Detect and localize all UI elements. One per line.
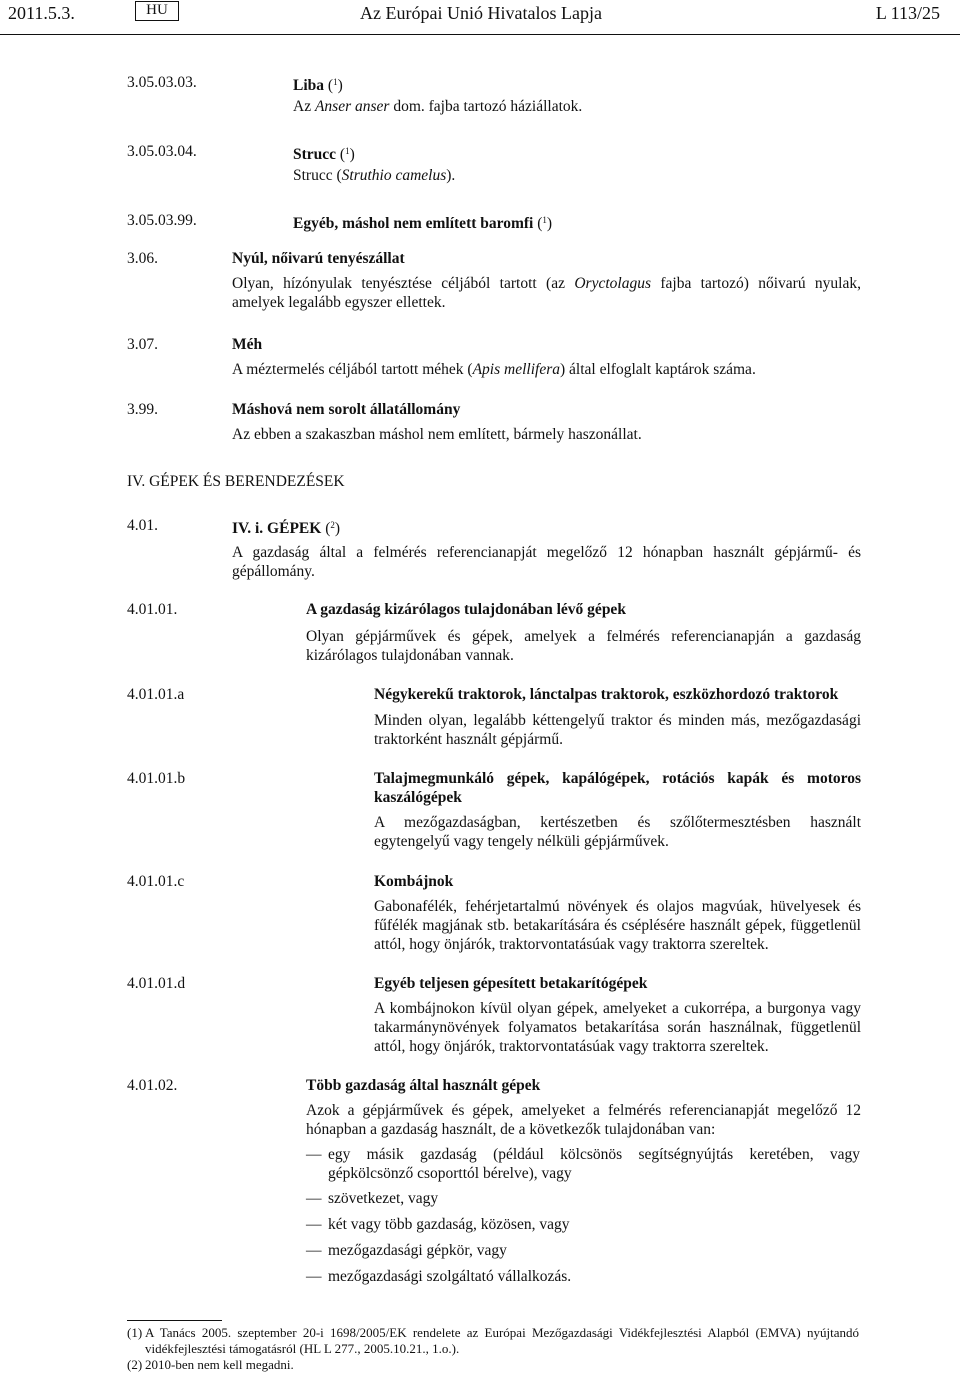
entry-title: Kombájnok: [374, 873, 454, 890]
entry-description: Minden olyan, legalább kéttengelyű traktor és minden más, mezőgazdasági traktorként használt gépjármű.: [374, 712, 861, 748]
entry-code: 4.01.01.: [127, 601, 178, 618]
entry-code: 4.01.01.a: [127, 686, 185, 703]
entry-description: A mezőgazdaságban, kertészetben és szőlőtermesztésben használt egytengelyű vagy tengely nélküli gépjárművek.: [374, 814, 861, 850]
entry-description: A méztermelés céljából tartott méhek (Apis mellifera) által elfoglalt kaptárok száma.: [232, 361, 756, 378]
footnote-number: (1): [127, 1325, 143, 1340]
entry-title: Négykerekű traktorok, lánctalpas traktorok, eszközhordozó traktorok: [374, 686, 839, 703]
list-item-text: két vagy több gazdaság, közösen, vagy: [328, 1216, 570, 1233]
entry-title: Talajmegmunkáló gépek, kapálógépek, rotációs kapák és motoros kaszálógépek: [374, 770, 861, 806]
entry-title: Máshová nem sorolt állatállomány: [232, 401, 461, 418]
page-number: L 113/25: [875, 3, 940, 23]
entry-title: Több gazdaság által használt gépek: [306, 1077, 541, 1094]
journal-title: Az Európai Unió Hivatalos Lapja: [360, 3, 602, 23]
entry-code: 3.99.: [127, 401, 158, 418]
entry-code: 3.05.03.04.: [127, 143, 197, 160]
entry-code: 4.01.02.: [127, 1077, 178, 1094]
entry-title: Egyéb, máshol nem említett baromfi ($^1$): [293, 215, 553, 232]
list-item-text: mezőgazdasági gépkör, vagy: [328, 1242, 507, 1259]
entry-code: 3.06.: [127, 250, 158, 267]
page-header: [0, 0, 960, 35]
entry-title: Méh: [232, 336, 263, 353]
dash-marker: —: [306, 1146, 322, 1163]
entry-description: Gabonafélék, fehérjetartalmú növények és olajos magvúak, hüvelyesek és fűfélék magjának stb. betakarítására és cséplésére használt gépek, függetlenül attól, hogy önjárók, traktorvontatásúak vagy traktorra szereltek.: [374, 898, 861, 953]
dash-marker: —: [306, 1216, 322, 1233]
entry-title: Liba ($^1$): [293, 77, 343, 94]
entry-code: 3.05.03.03.: [127, 74, 197, 91]
footnote-text: 2010-ben nem kell megadni.: [145, 1357, 294, 1372]
entry-title: A gazdaság kizárólagos tulajdonában lévő gépek: [306, 601, 626, 618]
language-badge: HU: [135, 1, 179, 21]
footnote-divider: [127, 1320, 222, 1321]
entry-code: 4.01.01.d: [127, 975, 186, 992]
section-heading: IV. GÉPEK ÉS BERENDEZÉSEK: [127, 473, 345, 490]
entry-title: Egyéb teljesen gépesített betakarítógépek: [374, 975, 648, 992]
list-item-text: szövetkezet, vagy: [328, 1190, 439, 1207]
entry-description: Az ebben a szakaszban máshol nem említett, bármely haszonállat.: [232, 426, 642, 443]
entry-description: Olyan, hízónyulak tenyésztése céljából tartott (az Oryctolagus fajba tartozó) nőivarú nyulak, amelyek legalább egyszer ellettek.: [232, 275, 861, 311]
list-item-text: egy másik gazdaság (például kölcsönös segítségnyújtás keretében, vagy gépkölcsönző csoporttól bérelve), vagy: [328, 1146, 860, 1182]
entry-code: 4.01.01.c: [127, 873, 185, 890]
entry-title: Nyúl, nőivarú tenyészállat: [232, 250, 405, 267]
entry-title: Strucc ($^1$): [293, 146, 355, 163]
entry-description: Olyan gépjárművek és gépek, amelyek a felmérés referencianapján a gazdaság kizárólagos tulajdonában vannak.: [306, 628, 861, 664]
publication-date: 2011.5.3.: [8, 3, 75, 23]
entry-code: 4.01.01.b: [127, 770, 186, 787]
entry-description: A kombájnokon kívül olyan gépek, amelyeket a cukorrépa, a burgonya vagy takarmánynövények folyamatos betakarítása során használnak, függetlenül attól, hogy önjárók, traktorvontatásúak vagy traktorra szereltek.: [374, 1000, 861, 1055]
entry-description: Azok a gépjárművek és gépek, amelyeket a felmérés referencianapját megelőző 12 hónapban a gazdaság használt, de a következők tulajdonában van:: [306, 1102, 861, 1138]
entry-code: 4.01.: [127, 517, 158, 534]
entry-description: Strucc (Struthio camelus).: [293, 167, 456, 184]
dash-marker: —: [306, 1268, 322, 1285]
footnote-number: (2): [127, 1357, 143, 1372]
dash-marker: —: [306, 1242, 322, 1259]
footnote-text: A Tanács 2005. szeptember 20-i 1698/2005/EK rendelete az Európai Mezőgazdasági Vidékfejlesztési Alapból (EMVA) nyújtandó vidékfejlesztési támogatásról (HL L 277., 2005.10.21., 1.o.).: [145, 1325, 859, 1356]
entry-title: IV. i. GÉPEK ($^2$): [232, 520, 341, 537]
entry-description: A gazdaság által a felmérés referencianapját megelőző 12 hónapban használt gépjármű- és gépállomány.: [232, 544, 861, 580]
entry-code: 3.07.: [127, 336, 158, 353]
entry-description: Az Anser anser dom. fajba tartozó háziállatok.: [293, 98, 583, 115]
list-item-text: mezőgazdasági szolgáltató vállalkozás.: [328, 1268, 572, 1285]
dash-marker: —: [306, 1190, 322, 1207]
entry-code: 3.05.03.99.: [127, 212, 197, 229]
